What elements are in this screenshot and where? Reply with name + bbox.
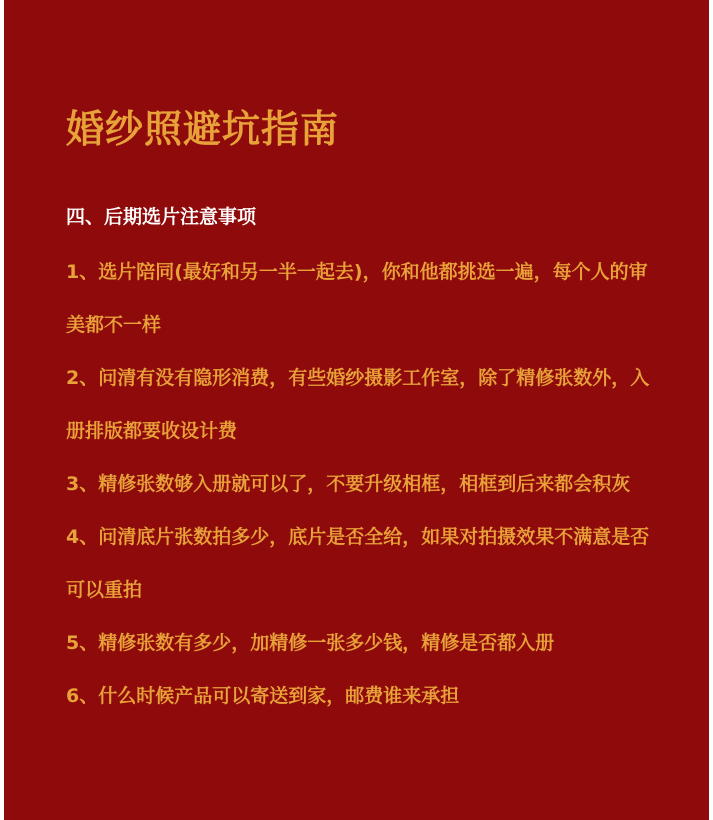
page-title: 婚纱照避坑指南 xyxy=(66,107,340,151)
section-heading: 四、后期选片注意事项 xyxy=(66,206,257,228)
list-item: 6、什么时候产品可以寄送到家，邮费谁来承担 xyxy=(66,685,460,707)
list-item: 1、选片陪同(最好和另一半一起去)，你和他都挑选一遍，每个人的审美都不一样 xyxy=(66,261,648,336)
poster-card xyxy=(4,0,709,820)
list-item: 2、问清有没有隐形消费，有些婚纱摄影工作室，除了精修张数外，入册排版都要收设计费 xyxy=(66,367,650,442)
list-item: 5、精修张数有多少，加精修一张多少钱，精修是否都入册 xyxy=(66,632,555,654)
list-item: 3、精修张数够入册就可以了，不要升级相框，相框到后来都会积灰 xyxy=(66,473,631,495)
tips-list xyxy=(66,246,666,723)
list-item: 4、问清底片张数拍多少，底片是否全给，如果对拍摄效果不满意是否可以重拍 xyxy=(66,526,650,601)
